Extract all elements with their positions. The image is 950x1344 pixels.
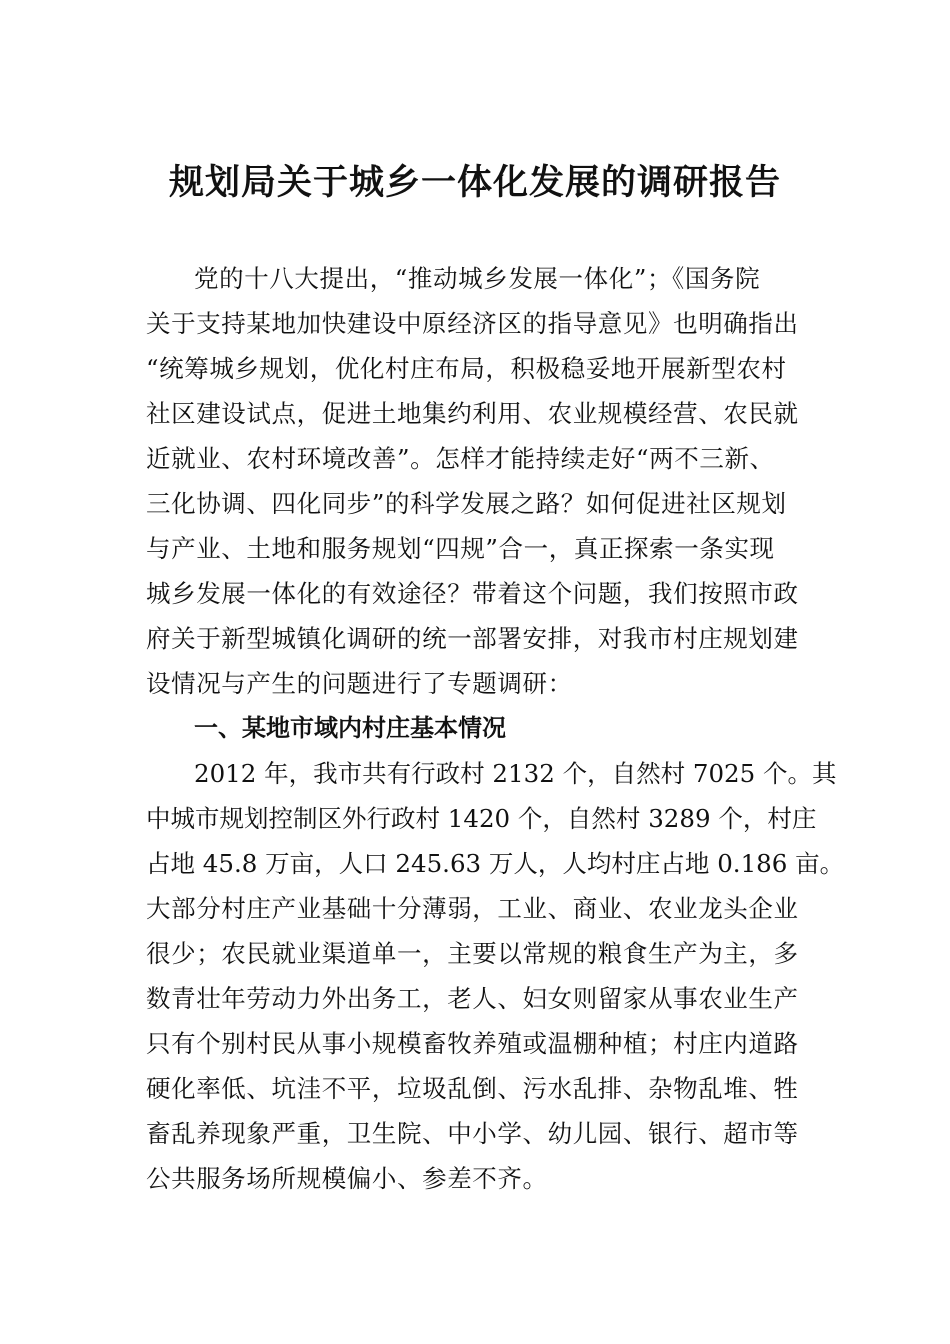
text-line: 中城市规划控制区外行政村 1420 个，自然村 3289 个，村庄 xyxy=(146,804,817,833)
text-line: 公共服务场所规模偏小、参差不齐。 xyxy=(146,1164,548,1193)
text-line: 社区建设试点，促进土地集约利用、农业规模经营、农民就 xyxy=(146,399,799,428)
text-line: 城乡发展一体化的有效途径？带着这个问题，我们按照市政 xyxy=(146,579,799,608)
paragraph-intro xyxy=(146,256,816,706)
text-line: “统筹城乡规划，优化村庄布局，积极稳妥地开展新型农村 xyxy=(146,354,787,383)
text-line: 大部分村庄产业基础十分薄弱，工业、商业、农业龙头企业 xyxy=(146,894,799,923)
document-body xyxy=(146,256,845,1201)
paragraph-village-overview xyxy=(146,751,845,1201)
text-line: 占地 45.8 万亩，人口 245.63 万人，人均村庄占地 0.186 亩。 xyxy=(146,849,845,878)
text-line: 三化协调、四化同步”的科学发展之路？如何促进社区规划 xyxy=(146,489,787,518)
document-title: 规划局关于城乡一体化发展的调研报告 xyxy=(168,162,781,203)
text-line: 2012 年，我市共有行政村 2132 个，自然村 7025 个。其 xyxy=(194,759,837,788)
text-line: 数青壮年劳动力外出务工，老人、妇女则留家从事农业生产 xyxy=(146,984,799,1013)
text-line: 府关于新型城镇化调研的统一部署安排，对我市村庄规划建 xyxy=(146,624,799,653)
text-line: 很少；农民就业渠道单一，主要以常规的粮食生产为主，多 xyxy=(146,939,799,968)
text-line: 畜乱养现象严重，卫生院、中小学、幼儿园、银行、超市等 xyxy=(146,1119,799,1148)
text-line: 设情况与产生的问题进行了专题调研： xyxy=(146,669,573,698)
text-line: 硬化率低、坑洼不平，垃圾乱倒、污水乱排、杂物乱堆、牲 xyxy=(146,1074,799,1103)
section-heading: 一、某地市域内村庄基本情况 xyxy=(194,714,506,742)
text-line: 与产业、土地和服务规划“四规”合一，真正探索一条实现 xyxy=(146,534,775,563)
text-line: 关于支持某地加快建设中原经济区的指导意见》也明确指出 xyxy=(146,309,799,338)
text-line: 近就业、农村环境改善”。怎样才能持续走好“两不三新、 xyxy=(146,444,775,473)
text-line: 党的十八大提出，“推动城乡发展一体化”；《国务院 xyxy=(194,264,761,293)
text-line: 只有个别村民从事小规模畜牧养殖或温棚种植；村庄内道路 xyxy=(146,1029,799,1058)
